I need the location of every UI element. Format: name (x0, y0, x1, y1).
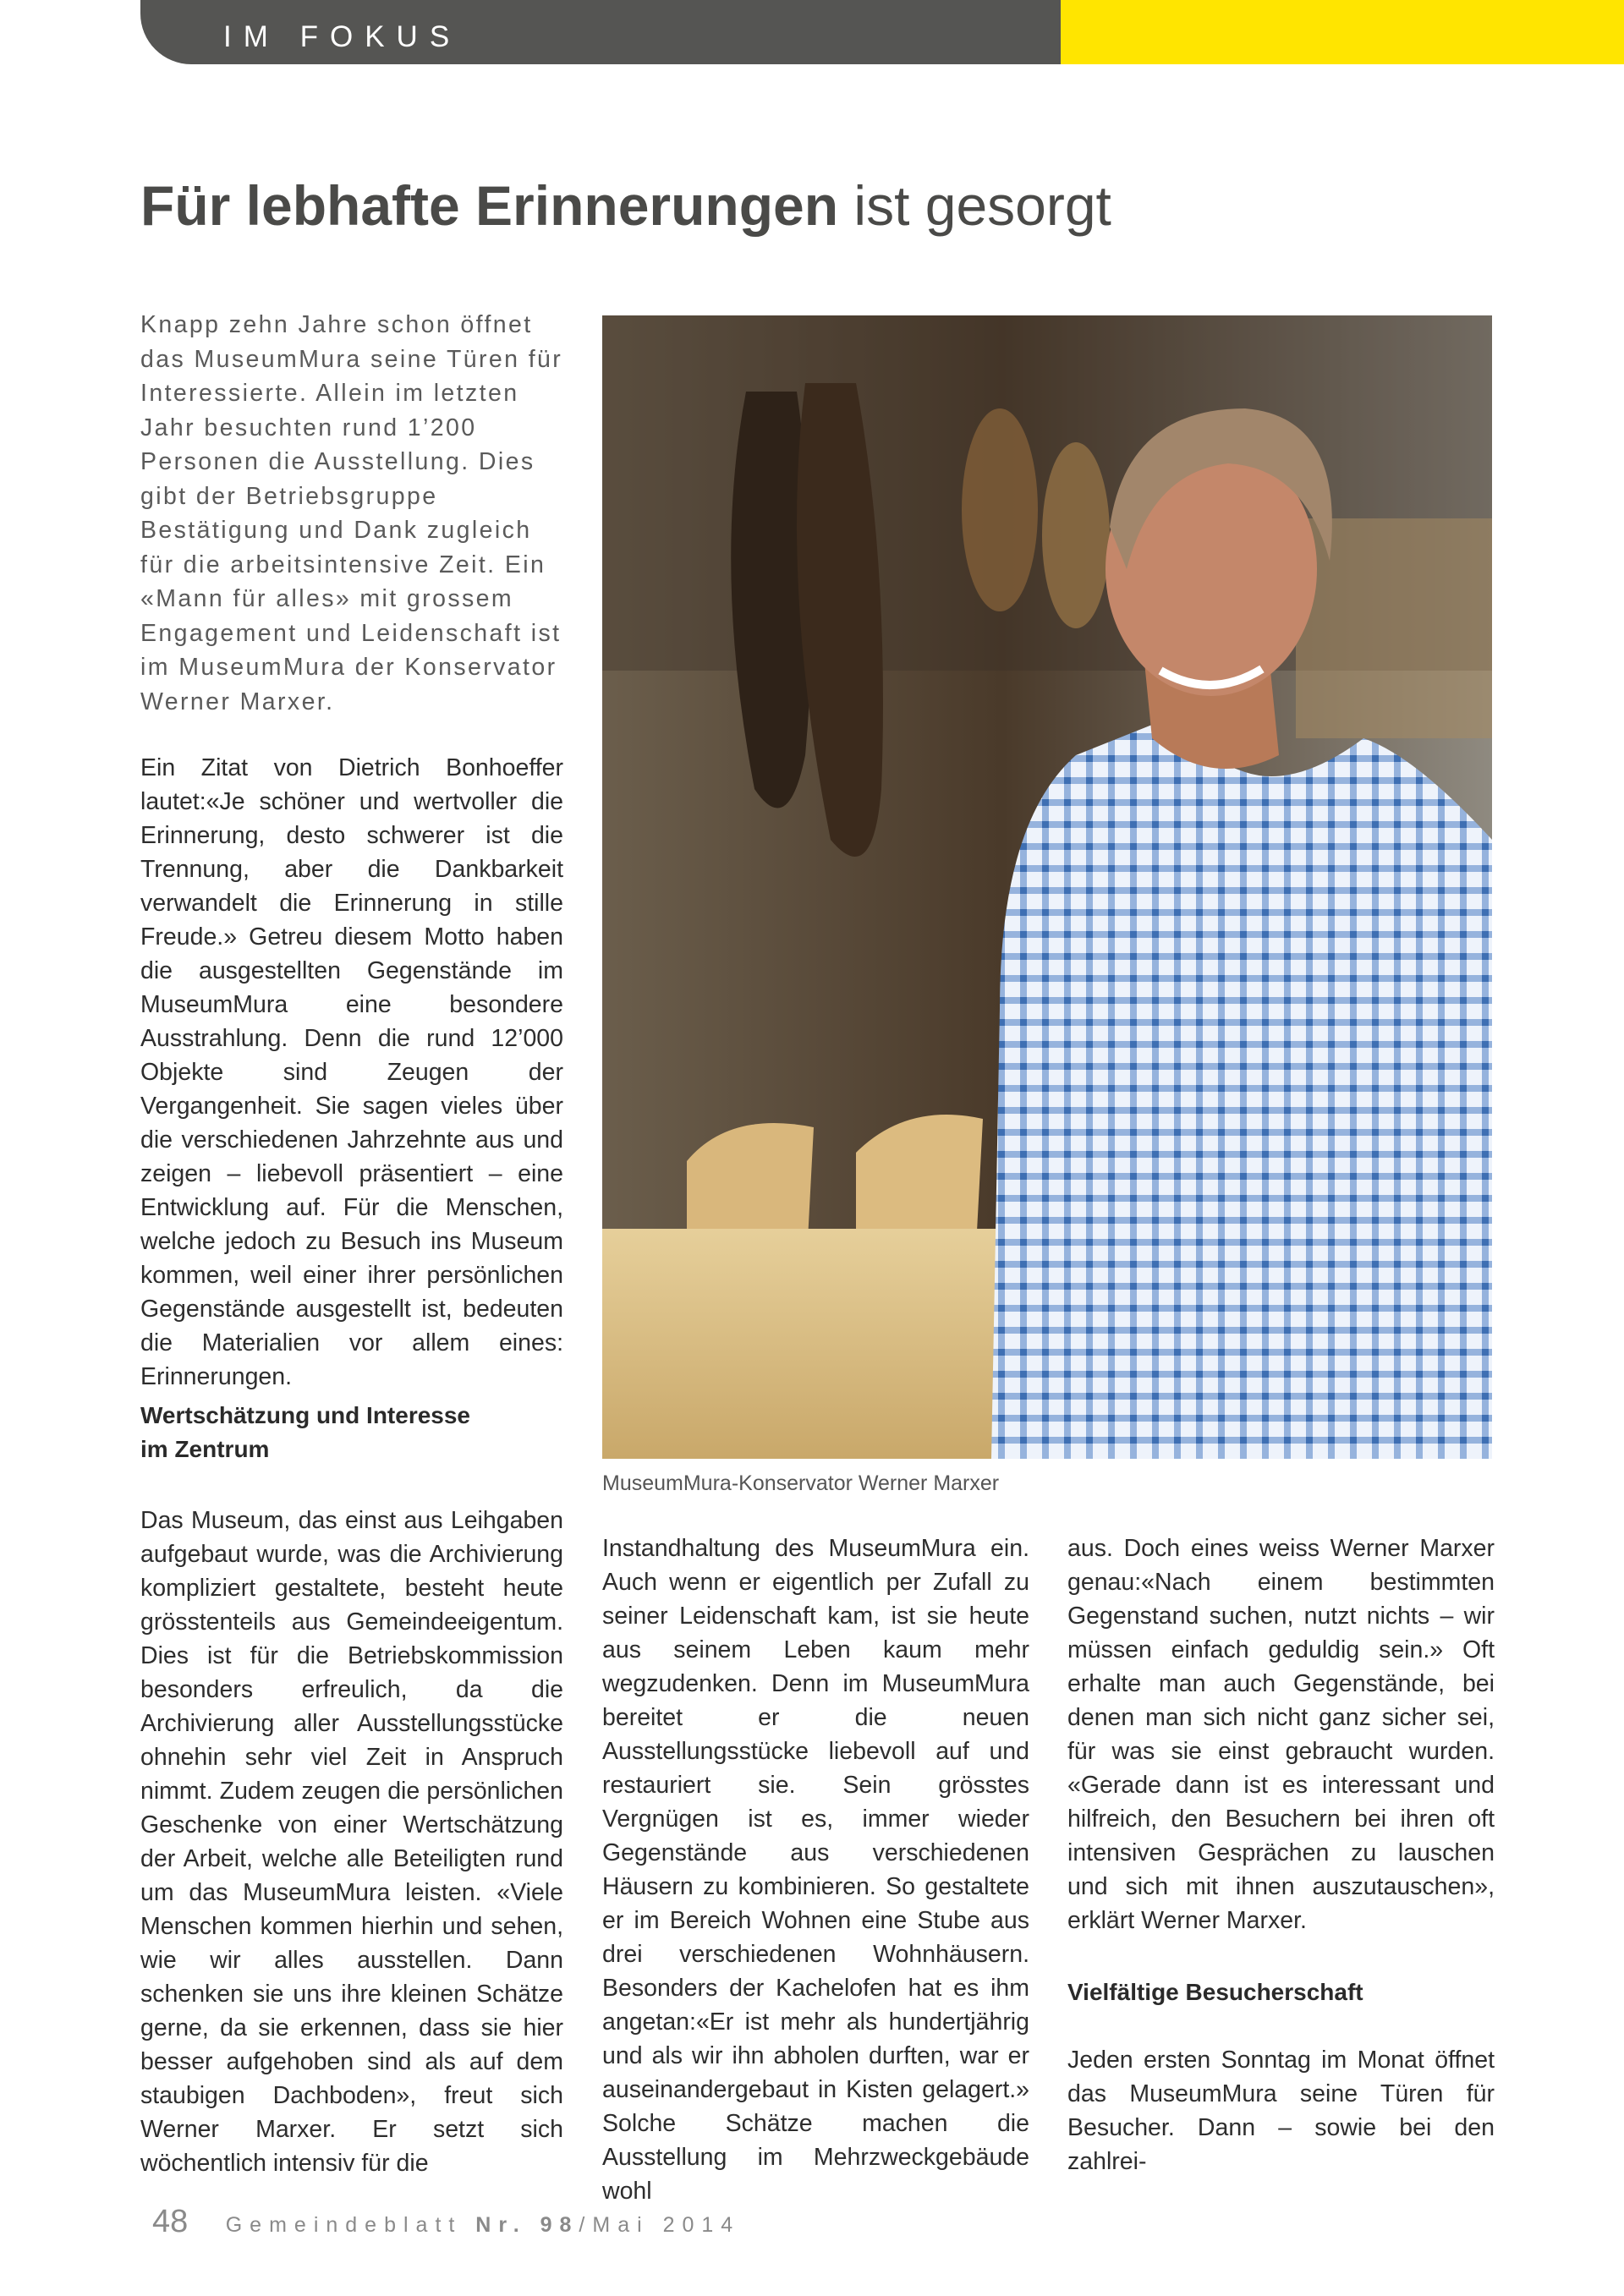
body-column-3-bottom (1067, 2043, 1495, 2178)
body-column-1-top (140, 751, 563, 1394)
paragraph-1: Ein Zitat von Dietrich Bonhoeffer lautet:«Je schöner und wertvoller die Erinnerung, desto schwerer ist die Trennung, aber die Dankbarkeit verwandelt die Erinnerung in stille Freude.» Getreu diesem Motto haben die ausgestellten Gegenstände im MuseumMura eine besondere Ausstrahlung. Denn die rund 12’000 Objekte sind Zeugen der Vergangenheit. Sie sagen vieles über die verschiedenen Jahrzehnte aus und zeigen – liebevoll präsentiert – eine Entwicklung auf. Für die Menschen, welche jedoch zu Besuch ins Museum kommen, weil einer ihrer persönlichen Gegenstände ausgestellt ist, bedeuten die Materialien vor allem eines: Erinnerungen. (140, 754, 563, 1390)
publication-info: Gemeindeblatt Nr. 98/Mai 2014 (225, 2213, 741, 2237)
section-label: IM FOKUS (223, 20, 462, 53)
photo-caption: MuseumMura-Konservator Werner Marxer (602, 1471, 1000, 1495)
page-footer (152, 2206, 740, 2238)
page-number: 48 (152, 2204, 189, 2239)
title-light: ist gesorgt (853, 174, 1111, 237)
paragraph-5: Jeden ersten Sonntag im Monat öffnet das MuseumMura seine Türen für Besucher. Dann – sowie bei den zahlrei- (1067, 2047, 1495, 2175)
section-banner (140, 0, 1061, 64)
portrait-image (602, 315, 1492, 1459)
body-column-2 (602, 1532, 1029, 2208)
body-column-3 (1067, 1532, 1495, 1937)
accent-bar (1061, 0, 1624, 64)
portrait-photo (602, 315, 1492, 1459)
paragraph-4: aus. Doch eines weiss Werner Marxer genau:«Nach einem bestimmten Gegenstand suchen, nutzt nichts – wir müssen einfach geduldig sein.» Oft erhalte man auch Gegenstände, bei denen man sich nicht ganz sicher sei, für was sie einst gebraucht wurden. «Gerade dann ist es interessant und hilfreich, den Besuchern bei ihren oft intensiven Gesprächen zu lauschen und sich mit ihnen auszutauschen», erklärt Werner Marxer. (1067, 1535, 1495, 1934)
title-bold: Für lebhafte Erinnerungen (140, 174, 839, 237)
lead-paragraph: Knapp zehn Jahre schon öffnet das MuseumMura seine Türen für Interessierte. Allein im letzten Jahr besuchten rund 1’200 Personen die Ausstellung. Dies gibt der Betriebsgruppe Bestätigung und Dank zugleich für die arbeitsintensive Zeit. Ein «Mann für alles» mit grossem Engagement und Leidenschaft ist im MuseumMura der Konservator Werner Marxer. (140, 311, 563, 715)
subheading-2: Vielfältige Besucherschaft (1067, 1979, 1363, 2005)
paragraph-3: Instandhaltung des MuseumMura ein. Auch wenn er eigentlich per Zufall zu seiner Leidenschaft kam, ist sie heute aus seinem Leben kaum mehr wegzudenken. Denn im MuseumMura bereitet er die neuen Ausstellungsstücke liebevoll auf und restauriert sie. Sein grösstes Vergnügen ist es, immer wieder Gegenstände aus verschiedenen Häusern zu kombinieren. So gestaltete er im Bereich Wohnen eine Stube aus drei verschiedenen Wohnhäusern. Besonders der Kachelofen hat es ihm angetan:«Er ist mehr als hundertjährig und als wir ihn abholen durften, war er auseinandergebaut in Kisten gelagert.» Solche Schätze machen die Ausstellung im Mehrzweckgebäude wohl (602, 1535, 1029, 2205)
paragraph-2: Das Museum, das einst aus Leihgaben aufgebaut wurde, was die Archivierung kompliziert gestaltete, besteht heute grösstenteils aus Gemeindeeigentum. Dies ist für die Betriebskommission besonders erfreulich, da die Archivierung aller Ausstellungsstücke ohnehin sehr viel Zeit in Anspruch nimmt. Zudem zeugen die persönlichen Geschenke von einer Wertschätzung der Arbeit, welche alle Beteiligten rund um das MuseumMura leisten. «Viele Menschen kommen hierhin und sehen, wie wir alles ausstellen. Dann schenken sie uns ihre kleinen Schätze gerne, da sie erkennen, dass sie hier besser aufgehoben sind als auf dem staubigen Dachboden», freut sich Werner Marxer. Er setzt sich wöchentlich intensiv für die (140, 1507, 563, 2177)
subheading-1: Wertschätzung und Interesse im Zentrum (140, 1402, 471, 1462)
body-column-1-bottom (140, 1504, 563, 2180)
article-title (140, 174, 1111, 237)
